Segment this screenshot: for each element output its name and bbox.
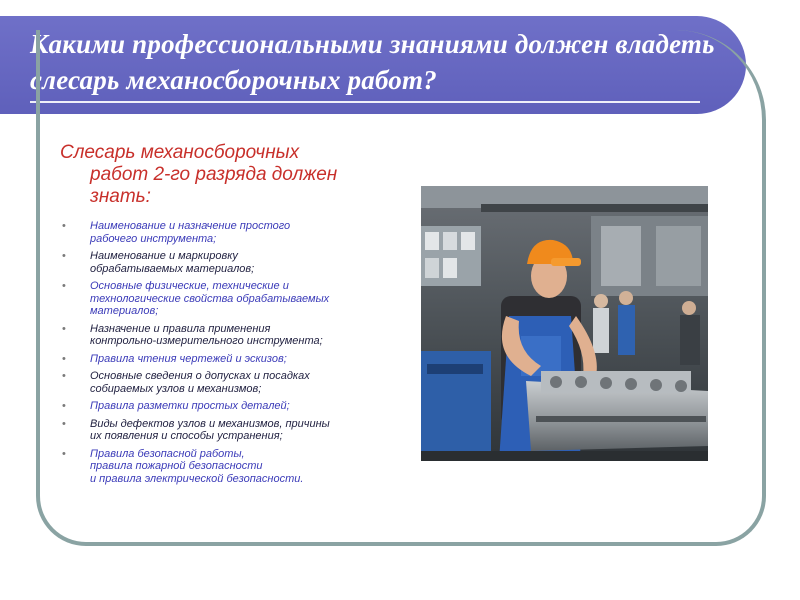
list-item bbox=[60, 323, 400, 348]
list-item-text: Виды дефектов узлов и механизмов, причины их появления и способы устранения; bbox=[90, 417, 330, 442]
list-item bbox=[60, 400, 400, 413]
list-item bbox=[60, 250, 400, 275]
list-item-text: Наименование и маркировку обрабатываемых материалов; bbox=[90, 250, 255, 275]
subtitle-line-2: работ 2-го разряда должен bbox=[90, 164, 338, 185]
list-item-text: Назначение и правила применения контрольно-измерительного инструмента; bbox=[90, 322, 323, 347]
bullet-icon: • bbox=[62, 280, 66, 292]
list-item bbox=[60, 370, 400, 395]
bullet-icon: • bbox=[62, 400, 66, 412]
list-item-text: Наименование и назначение простого рабочего инструмента; bbox=[90, 220, 291, 245]
list-item-text: Основные физические, технические и технологические свойства обрабатываемых материалов; bbox=[90, 280, 330, 317]
list-item bbox=[60, 220, 400, 245]
list-item bbox=[60, 280, 400, 318]
slide-title: Какими профессиональными знаниями должен владеть слесарь механосборочных работ? bbox=[30, 29, 715, 95]
bullet-icon: • bbox=[62, 352, 66, 365]
list-item-text: Правила безопасной работы, правила пожарной безопасности и правила электрической безопасности. bbox=[90, 447, 304, 485]
bullet-icon: • bbox=[62, 417, 66, 430]
bullet-icon: • bbox=[62, 250, 66, 262]
list-item-text: Основные сведения о допусках и посадках собираемых узлов и механизмов; bbox=[90, 370, 310, 395]
list-item-text: Правила чтения чертежей и эскизов; bbox=[90, 352, 287, 365]
knowledge-list bbox=[60, 220, 400, 490]
subtitle-line-1: Слесарь механосборочных bbox=[60, 142, 300, 163]
worker-assembling-engine-photo bbox=[421, 186, 708, 461]
bullet-icon: • bbox=[62, 220, 66, 232]
bullet-icon: • bbox=[62, 322, 66, 335]
subtitle bbox=[60, 142, 400, 208]
list-item bbox=[60, 353, 400, 366]
list-item bbox=[60, 418, 400, 443]
list-item-text: Правила разметки простых деталей; bbox=[90, 400, 290, 412]
bullet-icon: • bbox=[62, 447, 66, 460]
subtitle-line-3: знать: bbox=[90, 186, 151, 207]
bullet-icon: • bbox=[62, 370, 66, 382]
list-item bbox=[60, 448, 400, 486]
